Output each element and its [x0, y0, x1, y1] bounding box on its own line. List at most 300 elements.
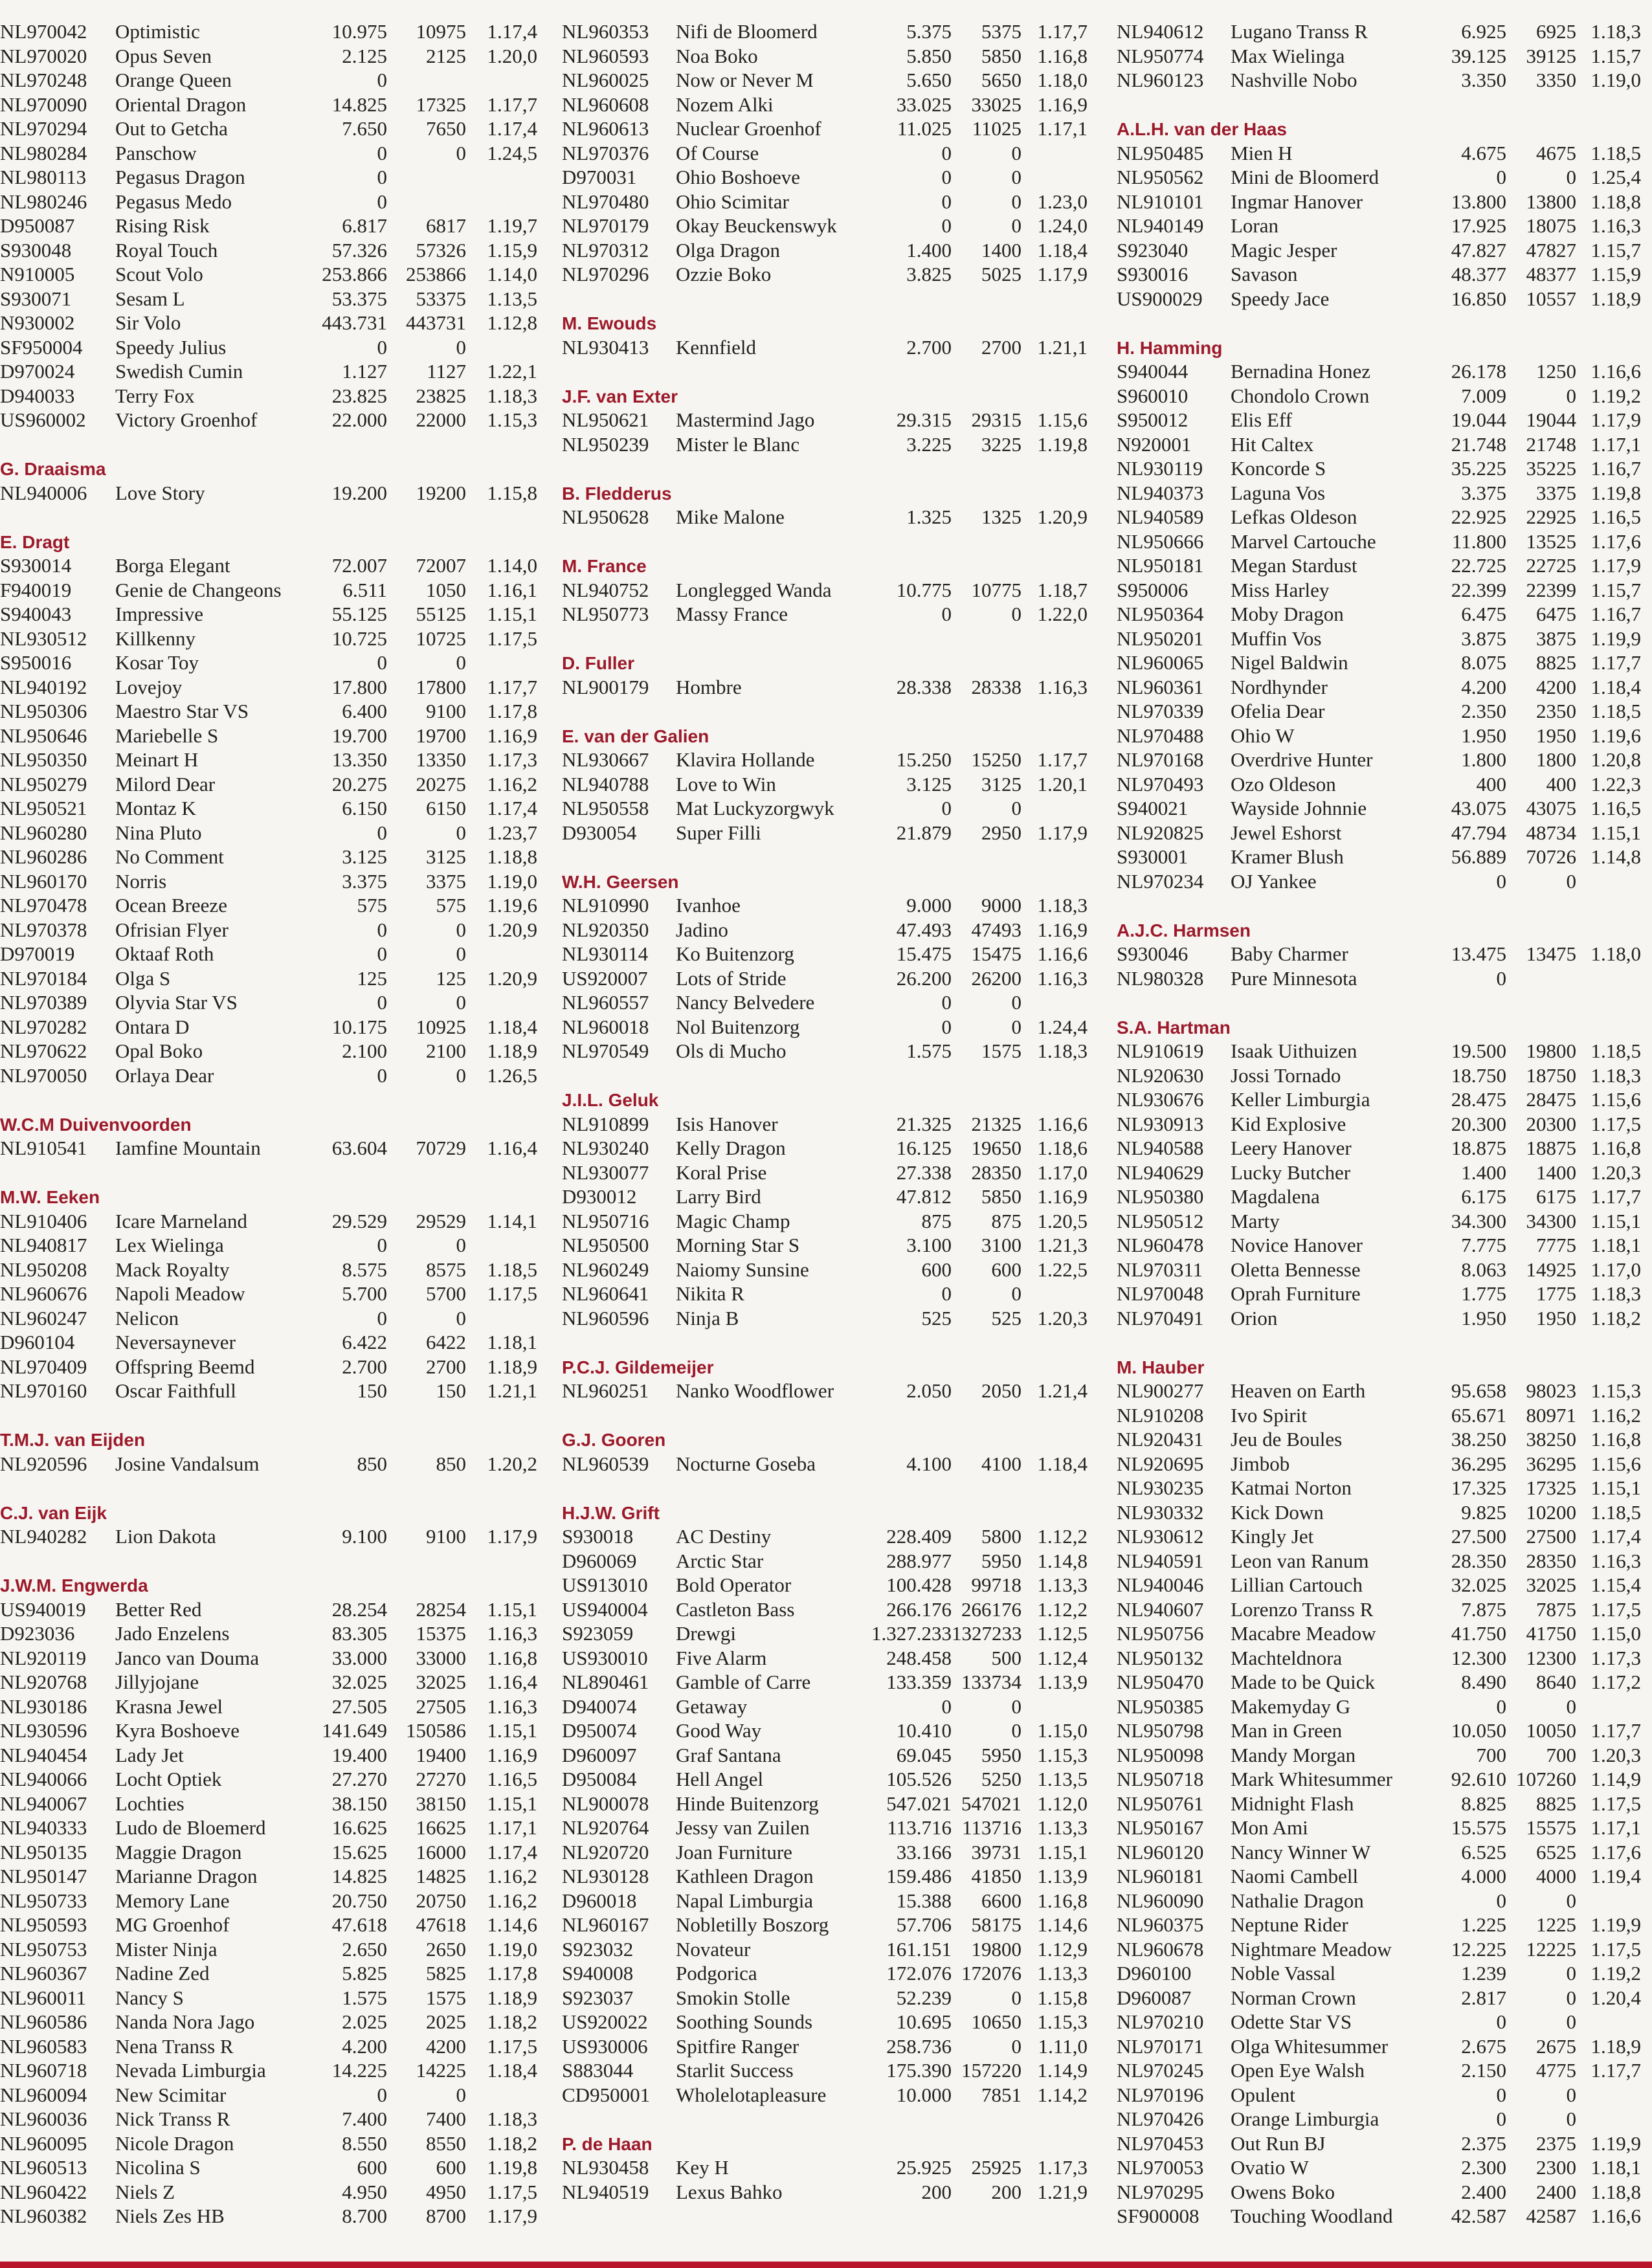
horse-row: [1117, 2131, 1641, 2156]
registration-number: D940033: [0, 384, 75, 407]
record-time: 1.16,2: [487, 1889, 537, 1912]
horse-name: Nashville Nobo: [1231, 69, 1357, 91]
owner-heading: A.L.H. van der Haas: [1117, 119, 1287, 139]
registration-number: D960097: [562, 1743, 637, 1766]
registration-number: N910005: [0, 263, 75, 285]
total-value: 5950: [981, 1743, 1021, 1766]
earnings-value: 29.315: [896, 408, 952, 431]
registration-number: NL910899: [562, 1112, 649, 1135]
horse-row: [0, 2010, 544, 2034]
horse-row: [1117, 1403, 1641, 1428]
total-value: 5850: [981, 44, 1021, 67]
record-time: [1021, 165, 1088, 190]
earnings-value: 39.125: [1451, 44, 1506, 67]
record-time: 1.18,9: [1591, 287, 1641, 310]
record-time: 1.18,4: [487, 2059, 537, 2082]
registration-number: NL970168: [1117, 748, 1204, 771]
record-time: [466, 165, 537, 190]
horse-row: [562, 1015, 1093, 1040]
horse-row: [1117, 627, 1641, 651]
section-spacer: [562, 1063, 1093, 1088]
horse-row: [1117, 1670, 1641, 1695]
registration-number: NL940454: [0, 1743, 87, 1766]
earnings-value: 141.649: [322, 1719, 387, 1742]
total-value: 2025: [426, 2010, 466, 2033]
section-spacer: [0, 432, 544, 457]
earnings-value: 600: [921, 1258, 952, 1281]
total-value: 4200: [1536, 675, 1576, 698]
earnings-value: 6.525: [1461, 1840, 1506, 1863]
horse-row: [562, 1161, 1093, 1185]
total-value: 1250: [1536, 360, 1576, 383]
registration-number: NL960678: [1117, 1937, 1204, 1961]
registration-number: D950087: [0, 214, 75, 237]
total-value: 21748: [1526, 432, 1576, 456]
horse-name: Lillian Cartouch: [1231, 1573, 1363, 1596]
horse-name: Klavira Hollande: [676, 748, 815, 771]
horse-name: Lovejoy: [115, 675, 183, 698]
horse-name: Marvel Cartouche: [1231, 529, 1376, 553]
earnings-value: 0: [377, 918, 387, 941]
horse-row: [562, 1573, 1093, 1597]
horse-row: [1117, 1161, 1641, 1185]
earnings-value: 10.725: [331, 627, 387, 650]
registration-number: S930001: [1117, 845, 1189, 868]
earnings-value: 0: [377, 942, 387, 965]
earnings-value: 266.176: [886, 1597, 952, 1621]
section-spacer: [0, 1161, 544, 1185]
horse-row: [0, 117, 544, 141]
registration-number: NL930667: [562, 748, 649, 771]
earnings-value: 0: [1496, 869, 1506, 893]
record-time: 1.14,6: [487, 1913, 537, 1936]
total-value: 0: [1566, 1986, 1576, 2009]
horse-row: [562, 2083, 1093, 2107]
earnings-value: 11.800: [1451, 529, 1506, 553]
record-time: 1.18,3: [1591, 20, 1641, 43]
horse-row: [1117, 1743, 1641, 1768]
horse-name: Leery Hanover: [1231, 1137, 1352, 1159]
registration-number: US940019: [0, 1597, 86, 1621]
record-time: 1.18,2: [487, 2131, 537, 2155]
horse-row: [562, 262, 1093, 287]
total-value: 42587: [1526, 2205, 1576, 2227]
registration-number: NL960422: [0, 2180, 87, 2203]
horse-name: Oktaaf Roth: [115, 942, 214, 965]
horse-row: [0, 1816, 544, 1840]
registration-number: NL950181: [1117, 554, 1204, 577]
horse-row: [0, 384, 544, 408]
horse-row: [562, 1816, 1093, 1840]
horse-name: Nadine Zed: [115, 1962, 210, 1984]
earnings-value: 53.375: [331, 287, 387, 310]
record-time: 1.17,6: [1591, 1840, 1641, 1863]
record-time: 1.16,8: [1037, 1889, 1088, 1912]
record-time: 1.18,9: [487, 1040, 537, 1062]
horse-name: Nigel Baldwin: [1231, 651, 1348, 674]
record-time: 1.20,3: [1591, 1161, 1641, 1184]
total-value: 18875: [1526, 1137, 1576, 1159]
earnings-value: 0: [941, 991, 952, 1014]
horse-name: Locht Optiek: [115, 1768, 222, 1790]
horse-name: Mack Royalty: [115, 1258, 230, 1281]
total-value: 0: [1011, 1719, 1021, 1742]
horse-name: Loran: [1231, 214, 1279, 237]
horse-row: [1117, 1184, 1641, 1209]
record-time: 1.19,7: [487, 214, 537, 237]
total-value: 0: [1566, 2010, 1576, 2033]
earnings-value: 19.200: [331, 481, 387, 504]
horse-name: Bernadina Honez: [1231, 360, 1371, 383]
record-time: 1.12,9: [1037, 1937, 1088, 1961]
horse-row: [0, 2204, 544, 2229]
earnings-value: 159.486: [886, 1865, 952, 1887]
horse-row: [1117, 845, 1641, 869]
horse-name: Oriental Dragon: [115, 93, 247, 116]
horse-row: [1117, 505, 1641, 529]
horse-name: Magdalena: [1231, 1185, 1320, 1208]
registration-number: D960018: [562, 1889, 637, 1912]
record-time: 1.17,5: [487, 1282, 537, 1305]
total-value: 113716: [962, 1816, 1021, 1839]
earnings-value: 15.575: [1451, 1816, 1506, 1839]
registration-number: NL910541: [0, 1137, 87, 1159]
record-time: 1.17,1: [487, 1816, 537, 1839]
horse-row: [0, 845, 544, 869]
registration-number: S930048: [0, 238, 72, 261]
total-value: 58175: [971, 1913, 1021, 1936]
record-time: 1.18,2: [1591, 1306, 1641, 1329]
earnings-value: 47.812: [896, 1185, 952, 1208]
total-value: 0: [1566, 1962, 1576, 1984]
horse-row: [0, 1039, 544, 1063]
registration-number: NL940817: [0, 1234, 87, 1256]
total-value: 28350: [971, 1161, 1021, 1184]
earnings-value: 0: [1496, 2083, 1506, 2106]
horse-row: [562, 990, 1093, 1015]
earnings-value: 1.400: [1461, 1161, 1506, 1184]
earnings-value: 3.375: [1461, 481, 1506, 504]
horse-name: Lorenzo Transs R: [1231, 1597, 1374, 1621]
total-value: 8825: [1536, 1792, 1576, 1815]
record-time: 1.12,5: [1037, 1622, 1088, 1645]
registration-number: NL930512: [0, 627, 87, 650]
horse-row: [562, 1646, 1093, 1671]
earnings-value: 3.225: [906, 432, 952, 456]
horse-row: [1117, 1112, 1641, 1137]
total-value: 547021: [961, 1792, 1021, 1815]
registration-number: NL950385: [1117, 1695, 1204, 1718]
record-time: 1.21,3: [1037, 1234, 1088, 1256]
total-value: 1775: [1536, 1282, 1576, 1305]
registration-number: NL940066: [0, 1768, 87, 1790]
horse-row: [0, 675, 544, 700]
registration-number: NL950167: [1117, 1816, 1204, 1839]
earnings-value: 1.950: [1461, 724, 1506, 747]
horse-name: Man in Green: [1231, 1719, 1343, 1742]
registration-number: NL950756: [1117, 1622, 1204, 1645]
horse-row: [0, 481, 544, 506]
earnings-value: 43.075: [1451, 797, 1506, 819]
earnings-value: 0: [377, 1063, 387, 1087]
registration-number: S930014: [0, 554, 72, 577]
horse-row: [1117, 2155, 1641, 2180]
earnings-value: 19.400: [331, 1743, 387, 1766]
total-value: 157220: [961, 2059, 1021, 2082]
earnings-value: 400: [1476, 772, 1506, 795]
record-time: 1.19,0: [487, 869, 537, 893]
registration-number: NL970312: [562, 238, 649, 261]
earnings-value: 42.587: [1451, 2205, 1506, 2227]
horse-name: Starlit Success: [676, 2059, 794, 2082]
total-value: 0: [1566, 2083, 1576, 2106]
earnings-value: 0: [941, 603, 952, 625]
total-value: 19700: [416, 724, 466, 747]
horse-name: Orange Limburgia: [1231, 2107, 1379, 2130]
record-time: 1.16,8: [1037, 44, 1088, 67]
horse-name: Mister le Blanc: [676, 432, 800, 456]
registration-number: NL950380: [1117, 1185, 1204, 1208]
earnings-value: 0: [377, 69, 387, 91]
horse-row: [562, 1184, 1093, 1209]
horse-name: Lady Jet: [115, 1743, 184, 1766]
horse-row: [1117, 2107, 1641, 2131]
total-value: 11025: [972, 117, 1021, 140]
registration-number: NL960065: [1117, 651, 1204, 674]
horse-row: [1117, 238, 1641, 263]
horse-name: Ontara D: [115, 1015, 190, 1038]
earnings-value: 57.706: [896, 1913, 952, 1936]
record-time: 1.19,8: [487, 2156, 537, 2179]
owner-heading: D. Fuller: [562, 653, 635, 673]
total-value: 6600: [981, 1889, 1021, 1912]
earnings-value: 0: [941, 1015, 952, 1038]
owner-heading: H. Hamming: [1117, 337, 1223, 358]
record-time: 1.17,7: [487, 675, 537, 698]
owner-heading: H.J.W. Grift: [562, 1502, 660, 1523]
total-value: 22725: [1526, 554, 1576, 577]
registration-number: D960104: [0, 1331, 75, 1353]
record-time: 1.16,2: [487, 1865, 537, 1887]
total-value: 3375: [426, 869, 466, 893]
earnings-value: 3.125: [342, 845, 387, 868]
total-value: 6817: [426, 214, 466, 237]
registration-number: NL940589: [1117, 506, 1204, 528]
horse-row: [1117, 1816, 1641, 1840]
horse-name: OJ Yankee: [1231, 869, 1317, 893]
record-time: 1.18,5: [1591, 1040, 1641, 1062]
section-spacer: [562, 529, 1093, 554]
owner-heading: M.W. Eeken: [0, 1187, 100, 1207]
earnings-value: 6.925: [1461, 20, 1506, 43]
horse-row: [0, 796, 544, 821]
total-value: 2350: [1536, 700, 1576, 722]
owner-heading: E. Dragt: [0, 531, 70, 552]
horse-name: Terry Fox: [115, 384, 195, 407]
earnings-value: 0: [941, 214, 952, 237]
registration-number: NL970549: [562, 1040, 649, 1062]
total-value: 10925: [416, 1015, 466, 1038]
horse-row: [0, 650, 544, 675]
horse-row: [1117, 481, 1641, 506]
registration-number: NL970160: [0, 1379, 87, 1402]
earnings-value: 288.977: [886, 1549, 952, 1572]
record-time: 1.17,5: [1591, 1792, 1641, 1815]
registration-number: NL940333: [0, 1816, 87, 1839]
record-time: 1.18,4: [1037, 238, 1088, 261]
earnings-value: 0: [377, 335, 387, 359]
earnings-value: 6.175: [1461, 1185, 1506, 1208]
registration-number: NL970042: [0, 20, 87, 43]
record-time: 1.17,5: [487, 2034, 537, 2058]
horse-name: Niels Z: [115, 2180, 175, 2203]
horse-row: [0, 2155, 544, 2180]
registration-number: S923059: [562, 1622, 634, 1645]
earnings-value: 125: [357, 966, 387, 990]
earnings-value: 1.127: [342, 360, 387, 383]
horse-name: Miss Harley: [1231, 578, 1330, 601]
registration-number: NL960011: [0, 1986, 87, 2009]
registration-number: NL970179: [562, 214, 649, 237]
horse-row: [0, 724, 544, 748]
registration-number: NL960123: [1117, 69, 1204, 91]
total-value: 3100: [981, 1234, 1021, 1256]
earnings-value: 7.875: [1461, 1597, 1506, 1621]
registration-number: NL960181: [1117, 1865, 1204, 1887]
horse-name: Napoli Meadow: [115, 1282, 245, 1305]
earnings-value: 48.377: [1451, 263, 1506, 285]
record-time: 1.13,3: [1037, 1962, 1088, 1984]
earnings-value: 1.225: [1461, 1913, 1506, 1936]
record-time: 1.19,8: [1037, 432, 1088, 456]
horse-row: [0, 1136, 544, 1161]
horse-row: [1117, 190, 1641, 214]
record-time: 1.23,7: [487, 821, 537, 844]
earnings-value: 6.400: [342, 700, 387, 722]
earnings-value: 17.325: [1451, 1476, 1506, 1499]
total-value: 41850: [971, 1865, 1021, 1887]
total-value: 1950: [1536, 724, 1576, 747]
total-value: 99718: [971, 1573, 1021, 1596]
horse-name: Rising Risk: [115, 214, 210, 237]
earnings-value: 55.125: [331, 603, 387, 625]
registration-number: NL950135: [0, 1840, 87, 1863]
owner-heading: E. van der Galien: [562, 726, 709, 746]
total-value: 10725: [416, 627, 466, 650]
earnings-value: 3.825: [906, 263, 952, 285]
registration-number: NL940788: [562, 772, 649, 795]
earnings-value: 36.295: [1451, 1452, 1506, 1475]
horse-row: [562, 1986, 1093, 2010]
horse-row: [562, 2058, 1093, 2083]
horse-name: Nick Transs R: [115, 2107, 230, 2130]
earnings-value: 26.178: [1451, 360, 1506, 383]
record-time: 1.15,7: [1591, 44, 1641, 67]
horse-name: Nol Buitenzorg: [676, 1015, 800, 1038]
horse-name: New Scimitar: [115, 2083, 227, 2106]
total-value: 125: [436, 966, 466, 990]
record-time: 1.22,0: [1037, 603, 1088, 625]
registration-number: NL940149: [1117, 214, 1204, 237]
total-value: 2375: [1536, 2131, 1576, 2155]
horse-row: [562, 1889, 1093, 1913]
total-value: 13475: [1526, 942, 1576, 965]
horse-row: [562, 1282, 1093, 1306]
record-time: [466, 1306, 537, 1331]
registration-number: NL960382: [0, 2205, 87, 2227]
registration-number: NL940192: [0, 675, 87, 698]
registration-number: S950012: [1117, 408, 1189, 431]
horse-row: [562, 2034, 1093, 2059]
horse-name: Ludo de Bloemerd: [115, 1816, 266, 1839]
horse-name: Makemyday G: [1231, 1695, 1351, 1718]
registration-number: NL910208: [1117, 1403, 1204, 1427]
horse-name: Better Red: [115, 1597, 202, 1621]
horse-name: Noble Vassal: [1231, 1962, 1336, 1984]
registration-number: NL970050: [0, 1063, 87, 1087]
horse-row: [0, 942, 544, 966]
earnings-value: 35.225: [1451, 457, 1506, 480]
registration-number: NL950798: [1117, 1719, 1204, 1742]
horse-name: Magic Jesper: [1231, 238, 1337, 261]
owner-heading: G. Draaisma: [0, 459, 106, 479]
horse-name: Getaway: [676, 1695, 748, 1718]
total-value: 9000: [981, 894, 1021, 917]
earnings-value: 8.490: [1461, 1671, 1506, 1693]
total-value: 1400: [1536, 1161, 1576, 1184]
horse-name: Laguna Vos: [1231, 481, 1326, 504]
record-time: 1.16,2: [487, 772, 537, 795]
total-value: [387, 68, 466, 93]
owner-heading: W.C.M Duivenvoorden: [0, 1114, 192, 1135]
registration-number: NL900277: [1117, 1379, 1204, 1402]
horse-row: [562, 821, 1093, 845]
registration-number: NL950239: [562, 432, 649, 456]
horse-name: Nevada Limburgia: [115, 2059, 266, 2082]
registration-number: NL960583: [0, 2034, 87, 2058]
registration-number: NL970295: [1117, 2180, 1204, 2203]
record-time: [1576, 2010, 1641, 2034]
total-value: 2700: [426, 1355, 466, 1378]
horse-row: [0, 918, 544, 942]
total-value: 19044: [1526, 408, 1576, 431]
horse-row: [0, 408, 544, 432]
record-time: 1.19,2: [1591, 384, 1641, 407]
total-value: 17325: [416, 93, 466, 116]
earnings-value: 22.725: [1451, 554, 1506, 577]
earnings-value: 161.151: [886, 1937, 952, 1961]
record-time: 1.20,3: [1591, 1743, 1641, 1766]
section-spacer: [1117, 93, 1641, 117]
horse-name: Now or Never M: [676, 69, 814, 91]
horse-name: Marianne Dragon: [115, 1865, 258, 1887]
total-value: 22925: [1526, 506, 1576, 528]
earnings-value: 18.750: [1451, 1063, 1506, 1087]
total-value: 6175: [1536, 1185, 1576, 1208]
total-value: 500: [991, 1646, 1021, 1669]
horse-row: [0, 1937, 544, 1962]
registration-number: NL960251: [562, 1379, 649, 1402]
earnings-value: 10.975: [331, 20, 387, 43]
horse-name: Nuclear Groenhof: [676, 117, 821, 140]
earnings-value: 5.650: [906, 69, 952, 91]
registration-number: NL940519: [562, 2180, 649, 2203]
horse-row: [562, 1961, 1093, 1986]
horse-row: [1117, 724, 1641, 748]
section-spacer: [1117, 1330, 1641, 1355]
registration-number: NL930596: [0, 1719, 87, 1742]
horse-name: Smokin Stolle: [676, 1986, 790, 2009]
